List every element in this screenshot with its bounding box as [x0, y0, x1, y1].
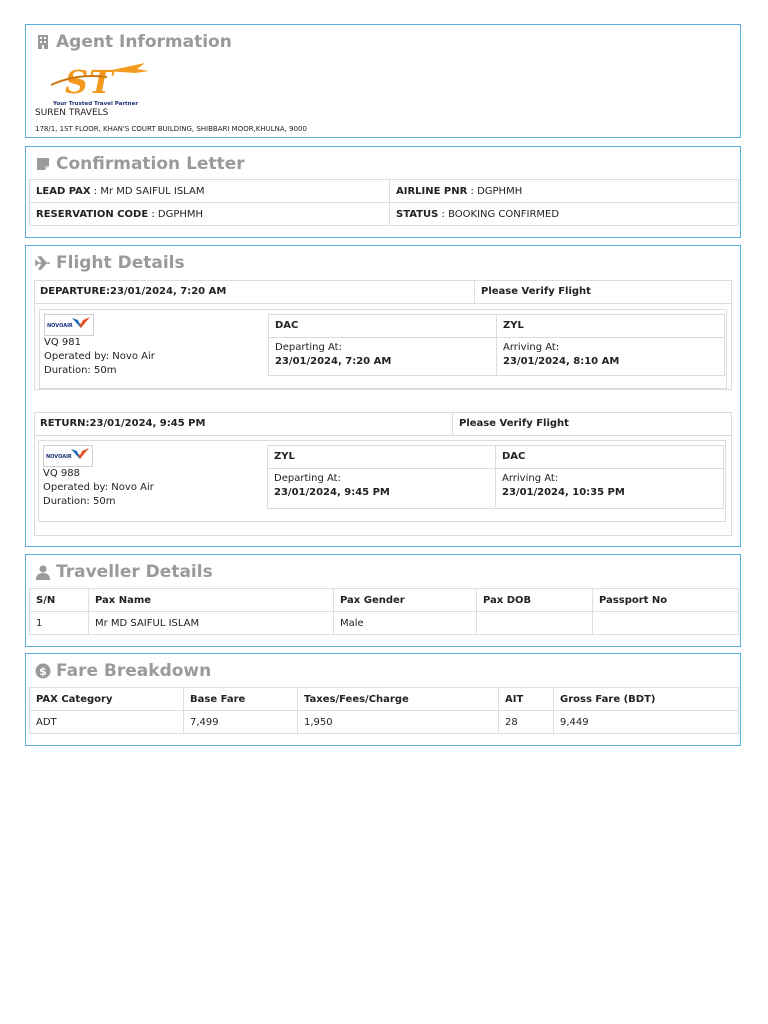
return-operated: Operated by: Novo Air	[43, 482, 154, 493]
building-icon	[35, 34, 51, 50]
departure-operated: Operated by: Novo Air	[44, 351, 155, 362]
fare-panel	[25, 653, 741, 746]
agent-address: 178/1, 1ST FLOOR, KHAN'S COURT BUILDING, SHIBBARI MOOR,KHULNA, 9000	[35, 125, 307, 133]
fare-header-row: PAX Category Base Fare Taxes/Fees/Charge AIT Gross Fare (BDT)	[30, 688, 739, 711]
confirmation-title-text: Confirmation Letter	[56, 154, 245, 174]
flight-panel	[25, 245, 741, 547]
agent-logo	[37, 59, 177, 109]
reservation-code-cell: RESERVATION CODE : DGPHMH	[30, 203, 390, 226]
return-header	[34, 412, 732, 436]
table-row: ADT 7,499 1,950 28 9,449	[30, 711, 739, 734]
traveller-header-row: S/N Pax Name Pax Gender Pax DOB Passport No	[30, 589, 739, 612]
agent-name: SUREN TRAVELS	[35, 108, 109, 118]
return-arr-cell: Arriving At: 23/01/2024, 10:35 PM	[502, 473, 625, 498]
fare-title-text: Fare Breakdown	[56, 661, 212, 681]
flight-title	[26, 246, 740, 276]
return-to: DAC	[502, 451, 526, 462]
note-icon	[35, 156, 51, 172]
agent-panel	[25, 24, 741, 138]
fare-table	[29, 687, 739, 734]
svg-text:T: T	[89, 63, 113, 101]
status-cell: STATUS : BOOKING CONFIRMED	[390, 203, 739, 226]
novoair-bird-icon	[71, 316, 91, 330]
departure-arr-cell: Arriving At: 23/01/2024, 8:10 AM	[503, 342, 620, 367]
return-airline-info	[43, 445, 263, 509]
departure-duration: Duration: 50m	[44, 365, 117, 376]
agent-title	[26, 25, 740, 55]
agent-title-text: Agent Information	[56, 32, 232, 52]
lead-pax-cell: LEAD PAX : Mr MD SAIFUL ISLAM	[30, 180, 390, 203]
departure-route-table	[268, 314, 725, 376]
return-duration: Duration: 50m	[43, 496, 116, 507]
return-from: ZYL	[268, 446, 496, 468]
airline-pnr-cell: AIRLINE PNR : DGPHMH	[390, 180, 739, 203]
svg-text:S: S	[65, 63, 89, 101]
confirmation-title	[26, 147, 740, 177]
departure-from: DAC	[269, 315, 497, 337]
confirmation-table	[29, 179, 739, 226]
flight-title-text: Flight Details	[56, 253, 185, 273]
novoair-bird-icon	[70, 447, 90, 461]
departure-flight-no: VQ 981	[44, 337, 81, 348]
return-box	[34, 412, 732, 536]
return-verify-text: Please Verify Flight	[459, 418, 569, 429]
return-flight-no: VQ 988	[43, 468, 80, 479]
departure-verify-text: Please Verify Flight	[481, 286, 591, 297]
return-route-table	[267, 445, 724, 509]
novoair-logo: NOVOAIR	[44, 314, 94, 336]
confirmation-panel	[25, 146, 741, 238]
suren-travels-logo	[37, 59, 177, 109]
airplane-icon	[35, 255, 51, 271]
departure-to: ZYL	[503, 320, 524, 331]
departure-box	[34, 280, 732, 390]
return-segment	[38, 440, 726, 522]
departure-header-text: DEPARTURE:23/01/2024, 7:20 AM	[35, 281, 475, 303]
return-dep-cell: Departing At: 23/01/2024, 9:45 PM	[268, 469, 496, 507]
novoair-logo: NOVOAIR	[43, 445, 93, 467]
departure-header	[35, 281, 731, 304]
traveller-table	[29, 588, 739, 635]
user-icon	[35, 564, 51, 580]
departure-segment	[39, 309, 727, 389]
traveller-title-text: Traveller Details	[56, 562, 213, 582]
svg-text:$: $	[39, 665, 47, 678]
departure-airline-info	[44, 314, 264, 378]
table-row: 1 Mr MD SAIFUL ISLAM Male	[30, 612, 739, 635]
fare-title	[26, 654, 740, 684]
traveller-panel	[25, 554, 741, 647]
return-header-text: RETURN:23/01/2024, 9:45 PM	[35, 413, 453, 435]
traveller-title	[26, 555, 740, 585]
departure-dep-cell: Departing At: 23/01/2024, 7:20 AM	[269, 338, 497, 376]
dollar-coin-icon	[35, 663, 51, 679]
logo-tagline: Your Trusted Travel Partner	[53, 101, 139, 107]
